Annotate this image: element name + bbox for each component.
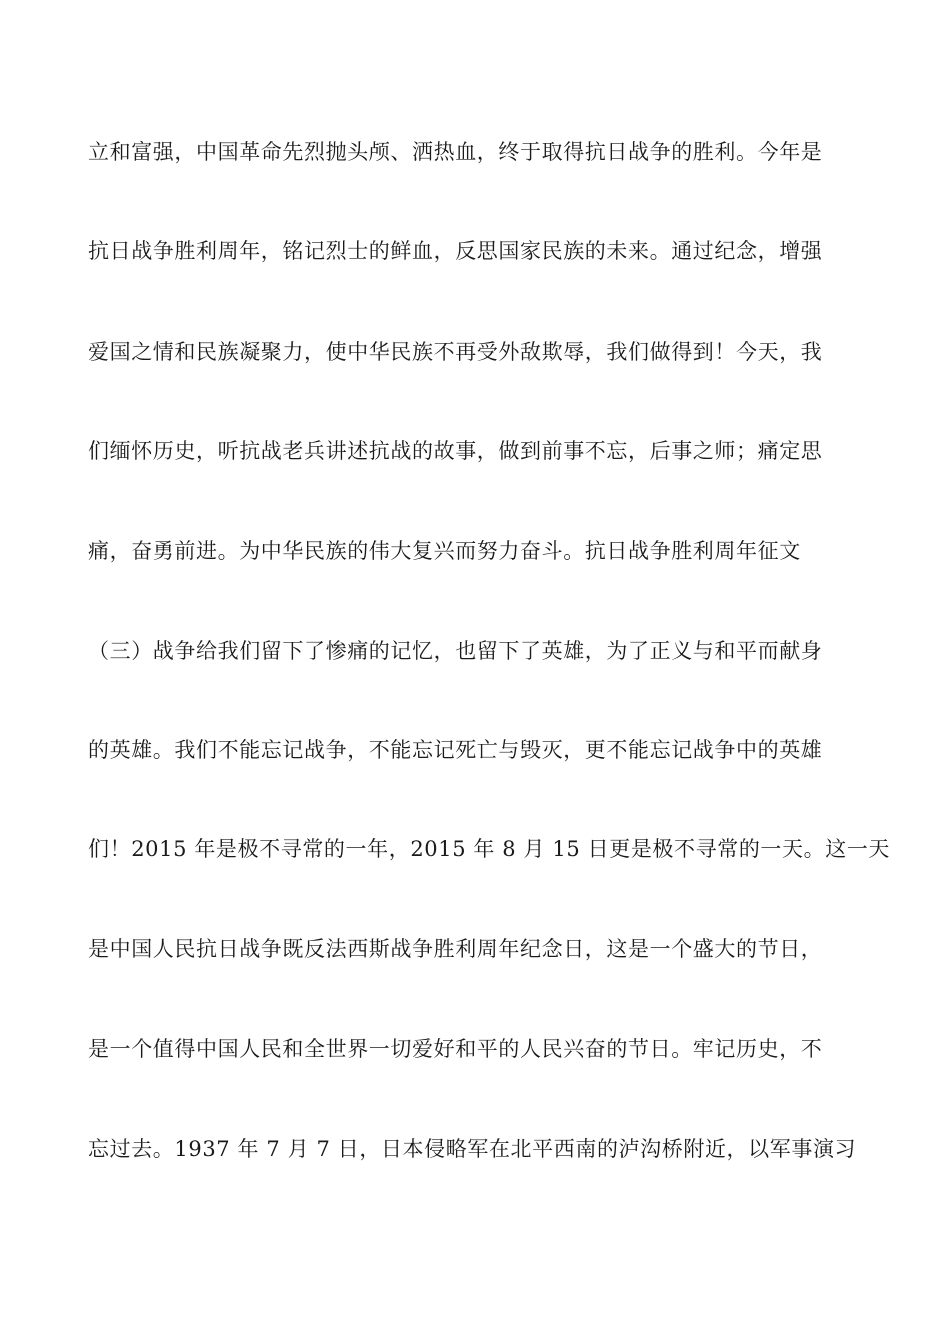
text-line-3: 爱国之情和民族凝聚力，使中华民族不再受外敌欺辱，我们做得到！今天，我 <box>88 340 823 364</box>
text-line-6: （三）战争给我们留下了惨痛的记忆，也留下了英雄，为了正义与和平而献身 <box>88 639 823 663</box>
text-line-7: 的英雄。我们不能忘记战争，不能忘记死亡与毁灭，更不能忘记战争中的英雄 <box>88 738 823 762</box>
text-line-8: 们！2015 年是极不寻常的一年，2015 年 8 月 15 日更是极不寻常的一天。这一天 <box>88 837 891 861</box>
text-line-11: 忘过去。1937 年 7 月 7 日，日本侵略军在北平西南的泸沟桥附近，以军事演习 <box>88 1137 857 1161</box>
text-line-1: 立和富强，中国革命先烈抛头颅、洒热血，终于取得抗日战争的胜利。今年是 <box>88 140 823 164</box>
text-line-10: 是一个值得中国人民和全世界一切爱好和平的人民兴奋的节日。牢记历史，不 <box>88 1037 823 1061</box>
text-line-9: 是中国人民抗日战争既反法西斯战争胜利周年纪念日，这是一个盛大的节日， <box>88 937 823 961</box>
text-line-2: 抗日战争胜利周年，铭记烈士的鲜血，反思国家民族的未来。通过纪念，增强 <box>88 239 823 263</box>
text-line-4: 们缅怀历史，听抗战老兵讲述抗战的故事，做到前事不忘，后事之师；痛定思 <box>88 439 823 463</box>
text-line-5: 痛，奋勇前进。为中华民族的伟大复兴而努力奋斗。抗日战争胜利周年征文 <box>88 539 801 563</box>
